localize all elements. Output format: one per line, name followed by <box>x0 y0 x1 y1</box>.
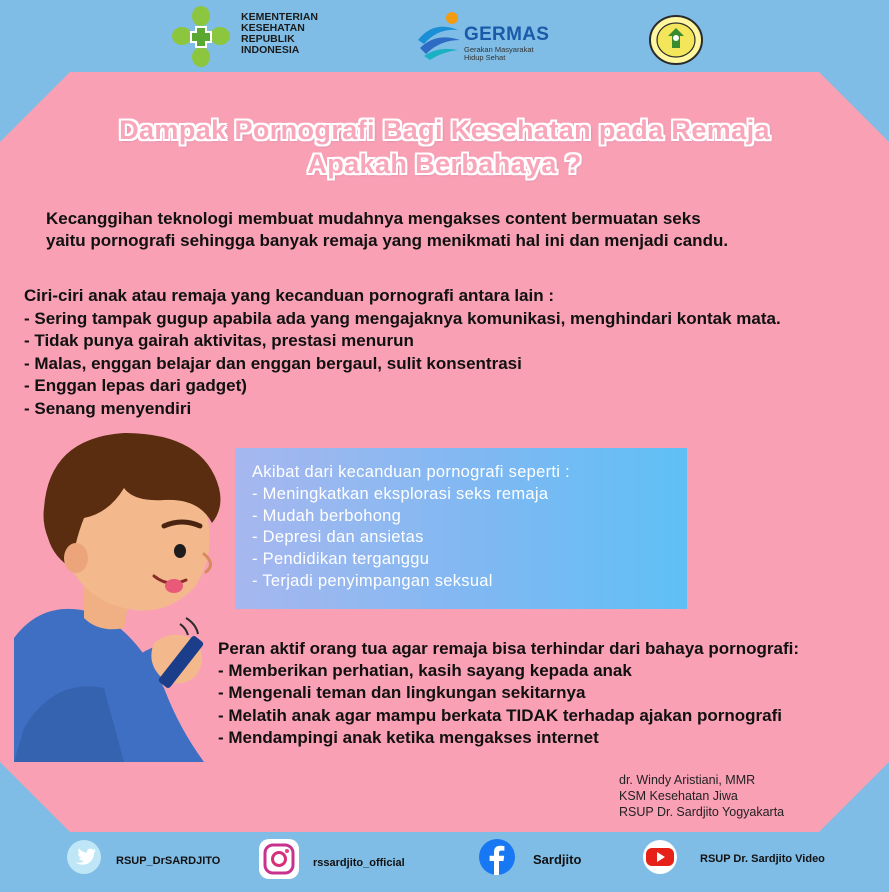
role-item: - Mengenali teman dan lingkungan sekitarnya <box>218 683 586 703</box>
germas-sub-line: Gerakan Masyarakat <box>464 45 534 54</box>
instagram-handle[interactable]: rssardjito_official <box>313 857 405 869</box>
boy-with-phone-illustration <box>14 428 246 762</box>
germas-subtitle <box>464 46 534 62</box>
effect-item: - Depresi dan ansietas <box>252 528 424 547</box>
symptom-item: - Sering tampak gugup apabila ada yang mengajaknya komunikasi, menghindari kontak mata. <box>24 308 781 328</box>
intro-line: yaitu pornografi sehingga banyak remaja yang menikmati hal ini dan menjadi candu. <box>46 231 729 250</box>
effect-item: - Pendidikan terganggu <box>252 550 430 569</box>
intro-line: Kecanggihan teknologi membuat mudahnya mengakses content bermuatan seks <box>46 209 701 228</box>
author-department: KSM Kesehatan Jiwa <box>619 789 738 803</box>
panel-corner <box>0 762 70 832</box>
role-item: - Memberikan perhatian, kasih sayang kepada anak <box>218 661 632 681</box>
effect-item: - Meningkatkan eksplorasi seks remaja <box>252 484 549 503</box>
rsup-sardjito-seal <box>648 14 704 66</box>
effect-item: - Terjadi penyimpangan seksual <box>252 571 493 590</box>
symptoms-section <box>24 285 886 420</box>
youtube-icon[interactable] <box>640 840 680 874</box>
roles-heading: Peran aktif orang tua agar remaja bisa terhindar dari bahaya pornografi: <box>218 639 799 658</box>
role-item: - Melatih anak agar mampu berkata TIDAK terhadap ajakan pornografi <box>218 705 782 725</box>
symptoms-heading: Ciri-ciri anak atau remaja yang kecanduan pornografi antara lain : <box>24 286 554 305</box>
youtube-channel[interactable]: RSUP Dr. Sardjito Video <box>700 853 825 865</box>
intro-paragraph <box>46 208 846 252</box>
twitter-icon[interactable] <box>66 839 102 875</box>
panel-corner <box>819 762 889 832</box>
page-title <box>0 113 889 181</box>
author-name: dr. Windy Aristiani, MMR <box>619 773 756 787</box>
kemenkes-line: INDONESIA <box>241 44 300 56</box>
symptom-item: - Enggan lepas dari gadget) <box>24 376 247 395</box>
facebook-icon[interactable] <box>478 838 516 876</box>
author-hospital: RSUP Dr. Sardjito Yogyakarta <box>619 805 785 819</box>
symptom-item: - Malas, enggan belajar dan enggan bergaul, sulit konsentrasi <box>24 353 522 373</box>
kemenkes-line: REPUBLIK <box>241 33 295 45</box>
kemenkes-line: KEMENTERIAN <box>241 11 319 23</box>
twitter-handle[interactable]: RSUP_DrSARDJITO <box>116 855 221 867</box>
effect-item: - Mudah berbohong <box>252 506 402 525</box>
germas-title: GERMAS <box>464 24 550 45</box>
author-signature <box>619 772 784 820</box>
kemenkes-text <box>241 12 318 56</box>
effects-section <box>252 462 682 593</box>
title-line-2: Apakah Berbahaya ? <box>307 149 582 179</box>
symptom-item: - Senang menyendiri <box>24 398 192 418</box>
title-line-1: Dampak Pornografi Bagi Kesehatan pada Remaja <box>119 115 770 145</box>
facebook-handle[interactable]: Sardjito <box>533 852 582 867</box>
parent-roles-section <box>218 638 888 749</box>
symptom-item: - Tidak punya gairah aktivitas, prestasi menurun <box>24 331 414 350</box>
role-item: - Mendampingi anak ketika mengakses internet <box>218 727 599 747</box>
effects-heading: Akibat dari kecanduan pornografi seperti : <box>252 463 571 481</box>
germas-logo <box>414 10 464 62</box>
instagram-icon[interactable] <box>258 838 300 880</box>
kemenkes-line: KESEHATAN <box>241 22 305 34</box>
kemenkes-logo <box>168 6 234 68</box>
germas-sub-line: Hidup Sehat <box>464 53 506 62</box>
